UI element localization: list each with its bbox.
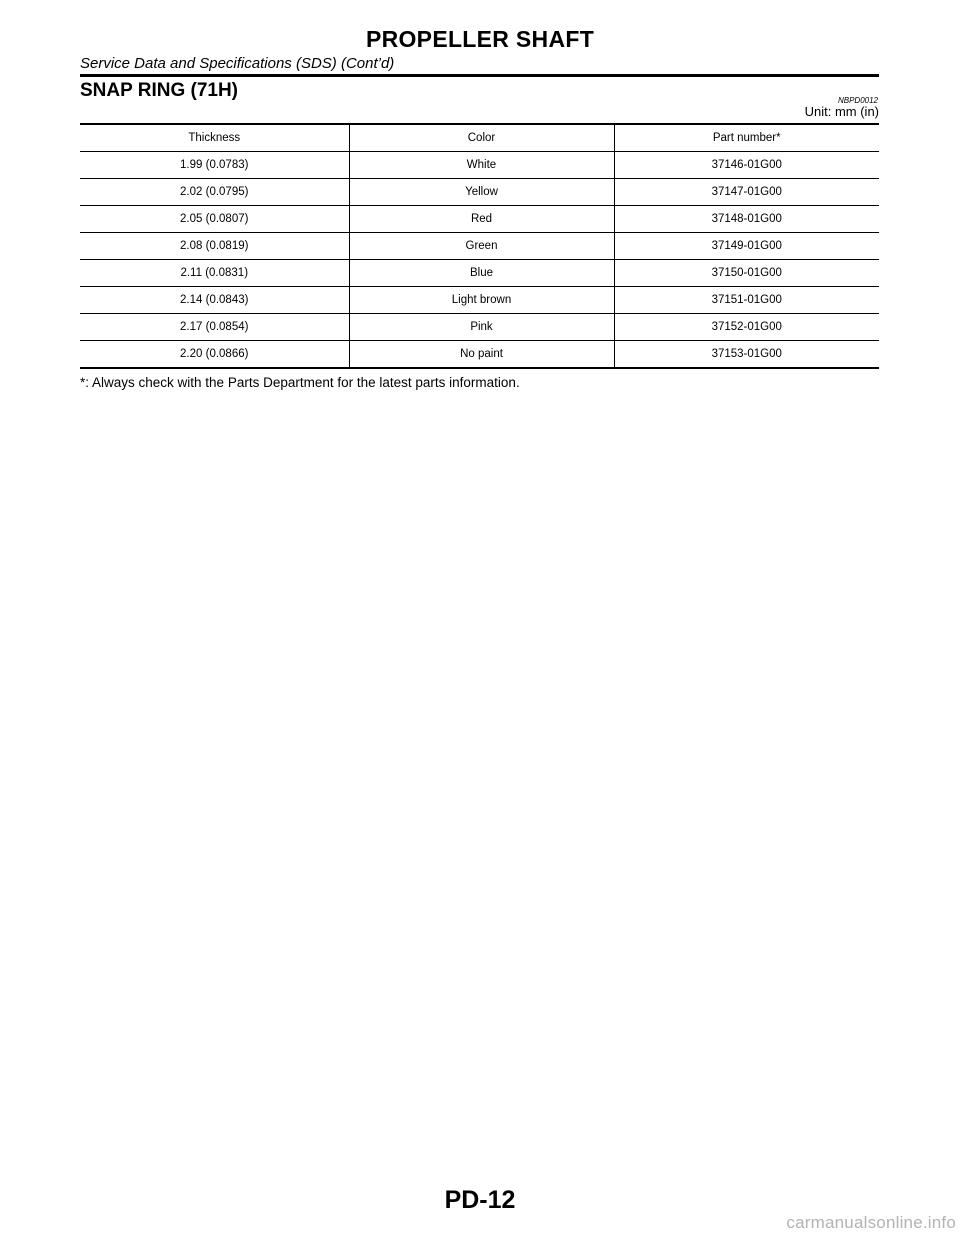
color-cell: Yellow [349,179,614,206]
part-number-cell: 37147-01G00 [614,179,879,206]
part-number-cell: 37149-01G00 [614,233,879,260]
section-title: SNAP RING (71H) [80,80,239,101]
part-number-cell: 37153-01G00 [614,341,879,369]
table-row [80,233,879,260]
reference-code: NBPD0012 [837,96,878,105]
thickness-cell: 2.05 (0.0807) [80,206,349,233]
page-title: PROPELLER SHAFT [365,26,595,52]
header-divider [80,74,879,77]
part-number-cell: 37151-01G00 [614,287,879,314]
column-header-part-number: Part number* [614,124,879,152]
thickness-cell: 2.20 (0.0866) [180,348,249,360]
part-number-cell: 37146-01G00 [614,152,879,179]
part-number-cell: 37150-01G00 [614,260,879,287]
part-number-cell: 37148-01G00 [614,206,879,233]
table-row [80,287,879,314]
color-cell: Red [349,206,614,233]
thickness-cell: 1.99 (0.0783) [80,152,349,179]
page-number: PD-12 [444,1186,516,1214]
table-row [80,206,879,233]
table-row [80,314,879,341]
watermark: carmanualsonline.info [786,1213,956,1232]
color-cell: Green [349,233,614,260]
color-cell: Blue [349,260,614,287]
part-number-cell: 37152-01G00 [614,314,879,341]
table-row [80,341,879,369]
table-row [80,260,879,287]
table-row [80,152,879,179]
column-header-thickness: Thickness [80,124,349,152]
footnote: *: Always check with the Parts Department for the latest parts information. [80,375,520,390]
table-row [80,179,879,206]
column-header-color: Color [349,124,614,152]
thickness-cell: 2.08 (0.0819) [80,233,349,260]
color-cell: White [349,152,614,179]
unit-label: Unit: mm (in) [804,104,879,119]
color-cell: Light brown [349,287,614,314]
thickness-cell: 2.17 (0.0854) [80,314,349,341]
thickness-cell: 2.11 (0.0831) [80,260,349,287]
table-header-row [80,124,879,152]
color-cell: Pink [349,314,614,341]
color-cell: No paint [349,341,614,369]
snap-ring-table [80,123,879,369]
page-subtitle: Service Data and Specifications (SDS) (Cont’d) [80,55,395,72]
thickness-cell: 2.14 (0.0843) [80,287,349,314]
thickness-cell: 2.02 (0.0795) [80,179,349,206]
